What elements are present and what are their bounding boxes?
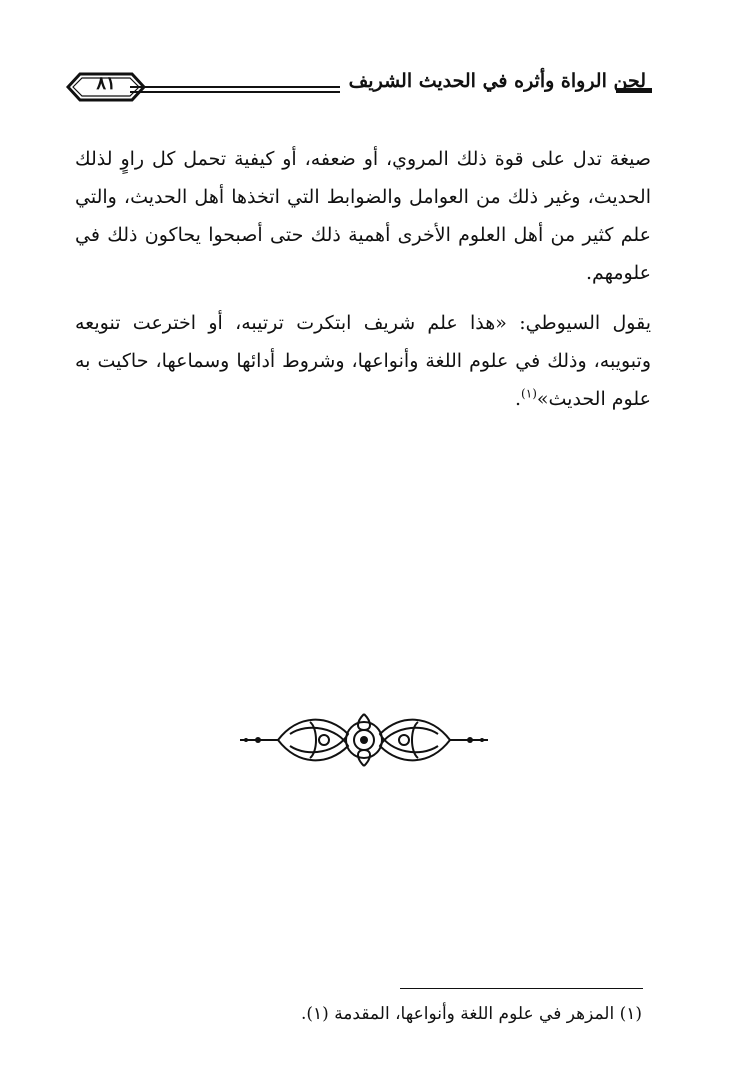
- footnote-reference[interactable]: (١): [521, 386, 537, 401]
- paragraph-2-end: .: [515, 388, 522, 410]
- header-rule: [130, 86, 340, 93]
- paragraph-1: صيغة تدل على قوة ذلك المروي، أو ضعفه، أو كيفية تحمل كل راوٍ لذلك الحديث، وغير ذلك من العوامل والضوابط التي اتخذها أهل الحديث، والتي علم كثير من أهل العلوم الأخرى أهمية ذلك حتى أصبحوا يحاكون ذلك في علومهم.: [75, 148, 651, 284]
- paragraph-2: [75, 304, 651, 418]
- running-title: لحن الرواة وأثره في الحديث الشريف: [348, 70, 646, 92]
- page-number: ٨١: [96, 73, 116, 94]
- section-ornament: [238, 708, 490, 772]
- paragraph-2-text: يقول السيوطي: «هذا علم شريف ابتكرت ترتيبه، أو اخترعت تنويعه وتبويبه، وذلك في علوم اللغة وأنواعها، وشروط أدائها وسماعها، حاكيت به علوم الحديث»: [75, 312, 651, 410]
- footnote: (١) المزهر في علوم اللغة وأنواعها، المقدمة (١).: [300, 1004, 642, 1024]
- body-text: [75, 140, 651, 418]
- page-header: [0, 0, 746, 110]
- footnote-rule: [400, 988, 643, 989]
